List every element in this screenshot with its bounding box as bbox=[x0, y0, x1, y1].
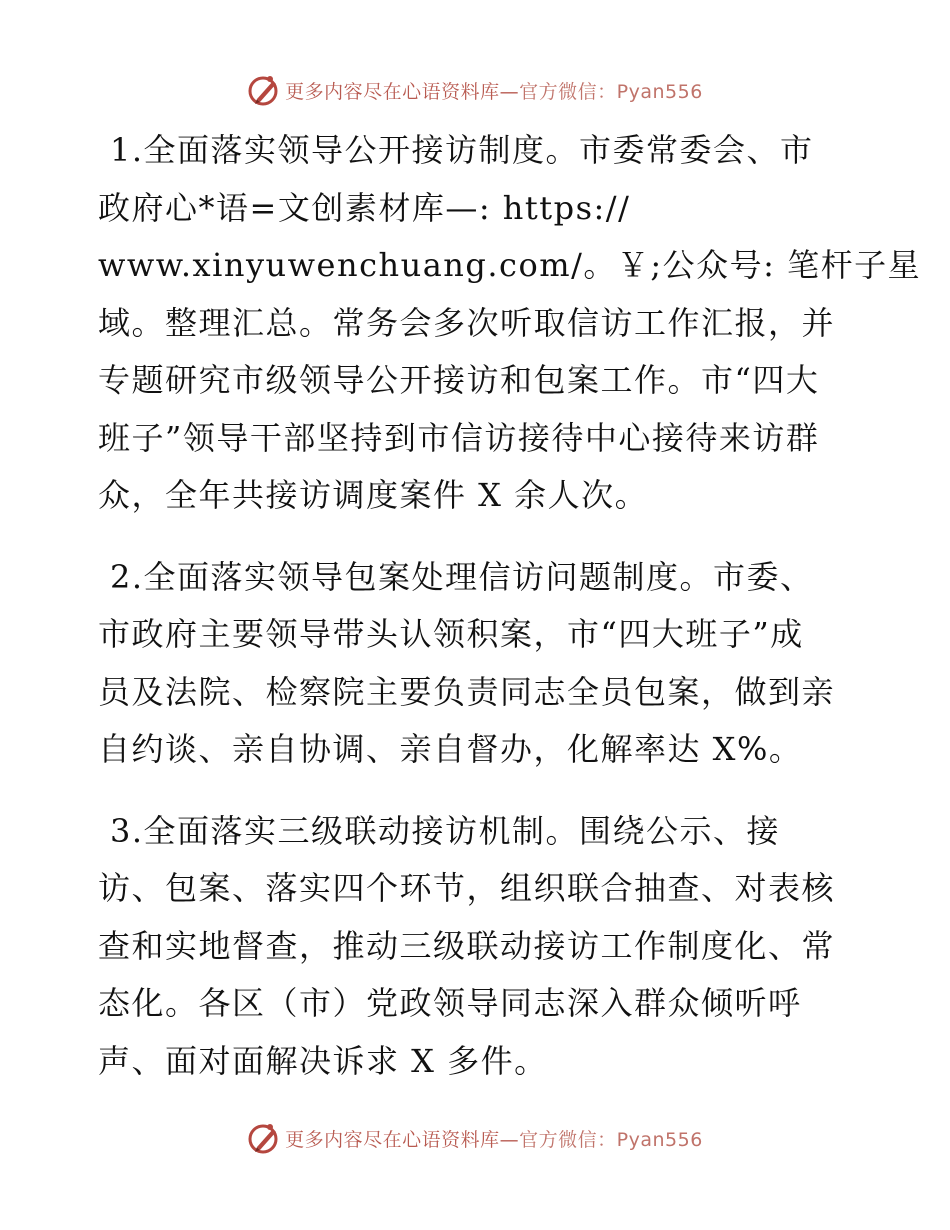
text-line: 1.全面落实领导公开接访制度。市委常委会、市 bbox=[110, 131, 814, 169]
text-line: 域。整理汇总。常务会多次听取信访工作汇报，并 bbox=[98, 303, 836, 342]
paragraph-1 bbox=[98, 122, 922, 525]
pen-circle-logo-icon bbox=[247, 73, 281, 107]
text-line: 政府心*语=文创素材库—: https:// bbox=[98, 188, 631, 227]
header-banner bbox=[0, 70, 950, 110]
banner-separator: — bbox=[499, 80, 520, 103]
banner-wechat-text: 官方微信：Pyan556 bbox=[519, 1128, 703, 1151]
paragraph-3 bbox=[98, 803, 858, 1091]
text-line: 查和实地督查，推动三级联动接访工作制度化、常 bbox=[98, 926, 836, 965]
text-line: 员及法院、检察院主要负责同志全员包案，做到亲 bbox=[98, 672, 836, 711]
banner-separator: — bbox=[499, 1128, 520, 1151]
text-line: 市政府主要领导带头认领积案，市“四大班子”成 bbox=[98, 615, 804, 653]
banner-text bbox=[285, 1125, 703, 1152]
text-line: 访、包案、落实四个环节，组织联合抽查、对表核 bbox=[98, 869, 836, 907]
banner-library-text: 更多内容尽在心语资料库 bbox=[285, 80, 500, 103]
text-line: 自约谈、亲自协调、亲自督办，化解率达 X%。 bbox=[98, 730, 803, 768]
footer-banner bbox=[0, 1118, 950, 1158]
text-line: 专题研究市级领导公开接访和包案工作。市“四大 bbox=[98, 361, 820, 399]
text-line: 声、面对面解决诉求 X 多件。 bbox=[98, 1041, 548, 1080]
paragraph-2 bbox=[98, 549, 858, 779]
document-body bbox=[98, 122, 922, 1114]
banner-wechat-text: 官方微信：Pyan556 bbox=[519, 80, 703, 103]
text-line: 态化。各区（市）党政领导同志深入群众倾听呼 bbox=[98, 984, 802, 1022]
text-line: www.xinyuwenchuang.com/。￥;公众号: 笔杆子星 bbox=[98, 246, 922, 284]
text-line: 众，全年共接访调度案件 X 余人次。 bbox=[98, 476, 649, 514]
banner-text bbox=[285, 77, 703, 104]
pen-circle-logo-icon bbox=[247, 1121, 281, 1155]
banner-library-text: 更多内容尽在心语资料库 bbox=[285, 1128, 500, 1151]
text-line: 班子”领导干部坚持到市信访接待中心接待来访群 bbox=[98, 418, 820, 457]
text-line: 2.全面落实领导包案处理信访问题制度。市委、 bbox=[110, 557, 814, 596]
text-line: 3.全面落实三级联动接访机制。围绕公示、接 bbox=[110, 811, 781, 850]
